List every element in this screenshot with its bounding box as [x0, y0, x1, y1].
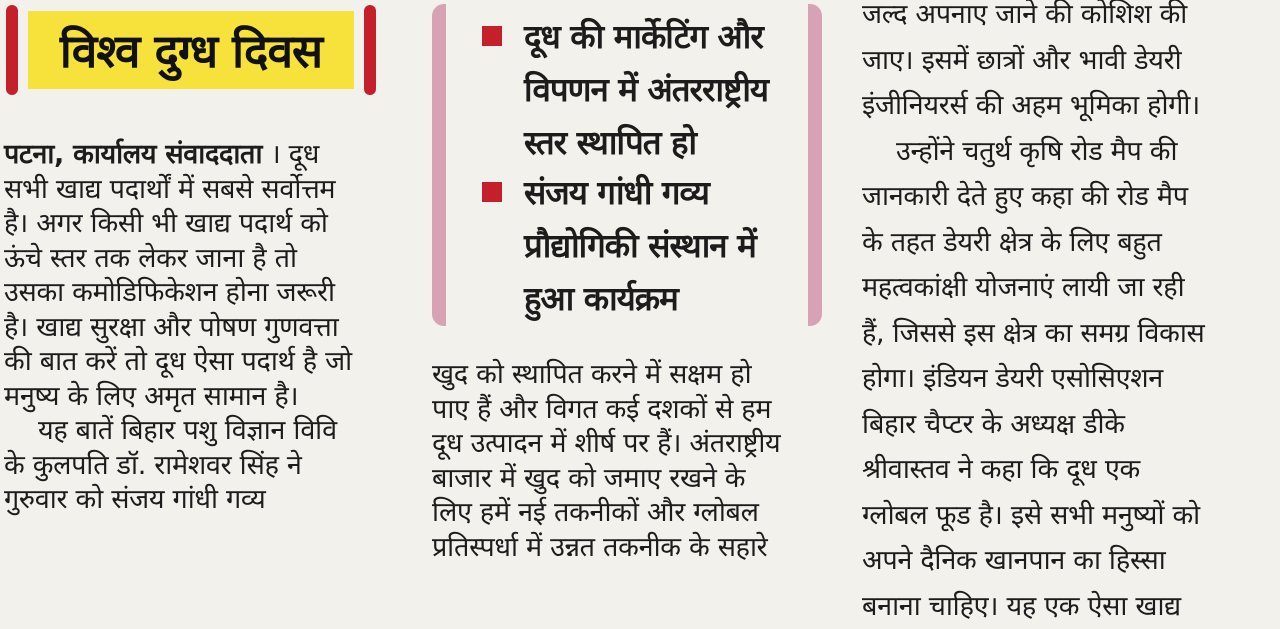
dateline: पटना, कार्यालय संवाददाता — [4, 139, 262, 170]
column-1-text — [4, 138, 389, 518]
text-line: पटना, कार्यालय संवाददाता । दूध — [4, 138, 389, 173]
text-line: बाजार में खुद को जमाए रखने के — [432, 462, 822, 497]
bullet-square-icon — [482, 26, 502, 46]
text-line: की बात करें तो दूध ऐसा पदार्थ है जो — [4, 345, 389, 380]
headline-banner — [6, 5, 376, 95]
text-line: के तहत डेयरी क्षेत्र के लिए बहुत — [862, 220, 1204, 266]
highlight-item — [484, 166, 756, 325]
text-line: दूध उत्पादन में शीर्ष पर हैं। अंतराष्ट्रीय — [432, 427, 822, 462]
highlight-line: हुआ कार्यक्रम — [524, 272, 756, 325]
headline-box — [28, 11, 354, 89]
banner-right-bar — [364, 5, 376, 95]
text-line: उन्होंने चतुर्थ कृषि रोड मैप की — [862, 129, 1204, 175]
text-line: हैं, जिससे इस क्षेत्र का समग्र विकास — [862, 311, 1204, 357]
text-line: है। खाद्य सुरक्षा और पोषण गुणवत्ता — [4, 311, 389, 346]
text-line: जल्द अपनाए जाने की कोशिश की — [862, 0, 1204, 38]
column-2-text — [432, 358, 822, 565]
text-line: गुरुवार को संजय गांधी गव्य — [4, 483, 389, 518]
text-line: इंजीनियरर्स की अहम भूमिका होगी। — [862, 83, 1204, 129]
text-line: सभी खाद्य पदार्थों में सबसे सर्वोत्तम — [4, 173, 389, 208]
text-line: अपने दैनिक खानपान का हिस्सा — [862, 538, 1204, 584]
highlight-line: विपणन में अंतरराष्ट्रीय — [524, 63, 768, 116]
text-line: बनाना चाहिए। यह एक ऐसा खाद्य — [862, 584, 1204, 629]
text-line: होगा। इंडियन डेयरी एसोसिएशन — [862, 356, 1204, 402]
text-line: यह बातें बिहार पशु विज्ञान विवि — [4, 414, 389, 449]
text-line: खुद को स्थापित करने में सक्षम हो — [432, 358, 822, 393]
text-line: पाए हैं और विगत कई दशकों से हम — [432, 393, 822, 428]
text-line: मनुष्य के लिए अमृत सामान है। — [4, 380, 389, 415]
text-line: जानकारी देते हुए कहा की रोड मैप — [862, 174, 1204, 220]
highlight-line: स्तर स्थापित हो — [524, 116, 768, 169]
text-line: जाए। इसमें छात्रों और भावी डेयरी — [862, 38, 1204, 84]
text-line: महत्वकांक्षी योजनाएं लायी जा रही — [862, 265, 1204, 311]
text-line: के कुलपति डॉ. रामेशवर सिंह ने — [4, 449, 389, 484]
text-line: श्रीवास्तव ने कहा कि दूध एक — [862, 447, 1204, 493]
highlight-line: दूध की मार्केटिंग और — [524, 10, 768, 63]
headline-title: विश्व दुग्ध दिवस — [60, 19, 322, 81]
text-line: है। अगर किसी भी खाद्य पदार्थ को — [4, 207, 389, 242]
text-line: बिहार चैप्टर के अध्यक्ष डीके — [862, 402, 1204, 448]
text-line: ऊंचे स्तर तक लेकर जाना है तो — [4, 242, 389, 277]
text-line: उसका कमोडिफिकेशन होना जरूरी — [4, 276, 389, 311]
column-3-text — [862, 0, 1204, 629]
highlight-line: प्रौद्योगिकी संस्थान में — [524, 219, 756, 272]
highlights-box — [432, 4, 822, 326]
highlight-line: संजय गांधी गव्य — [524, 166, 756, 219]
banner-left-bar — [6, 5, 18, 95]
text-line: लिए हमें नई तकनीकों और ग्लोबल — [432, 496, 822, 531]
highlight-item — [484, 10, 768, 169]
bullet-square-icon — [482, 182, 502, 202]
text-line: ग्लोबल फूड है। इसे सभी मनुष्यों को — [862, 493, 1204, 539]
text-line: प्रतिस्पर्धा में उन्नत तकनीक के सहारे — [432, 531, 822, 566]
